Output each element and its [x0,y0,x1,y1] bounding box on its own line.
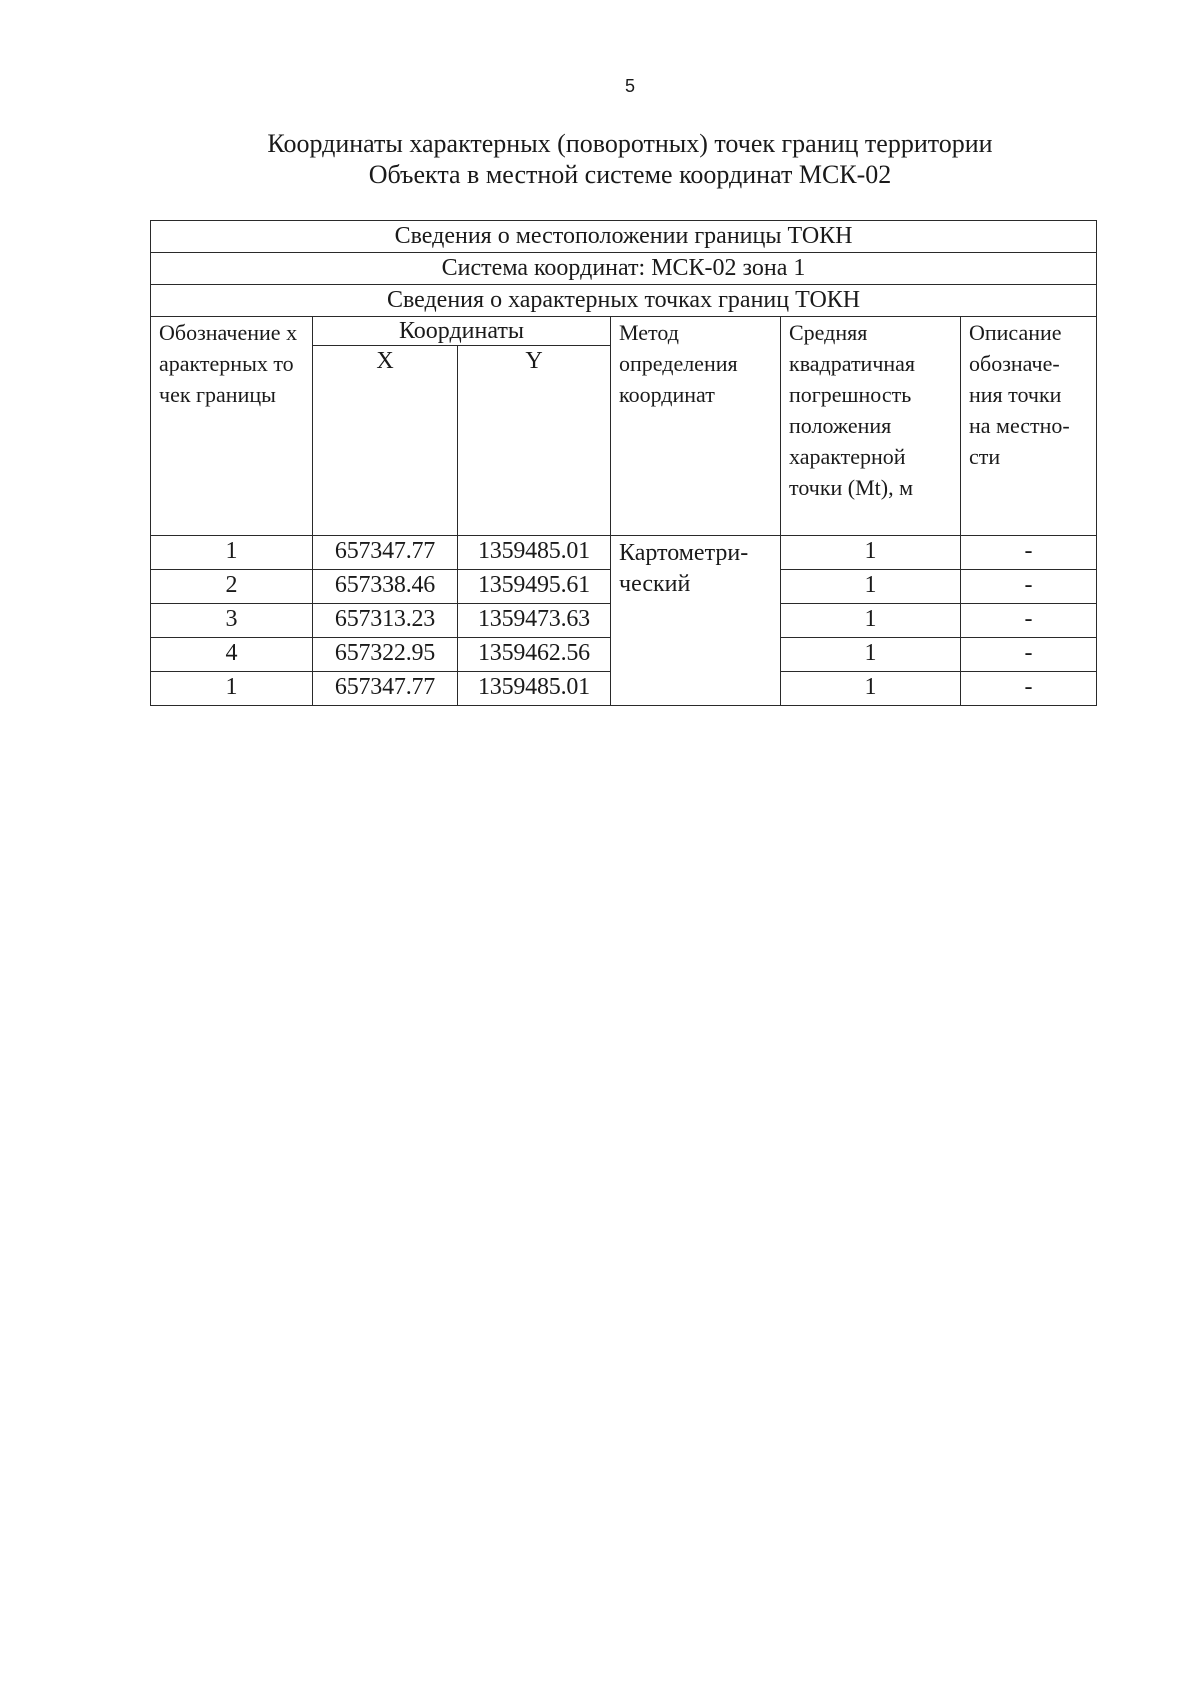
mt-value: 1 [781,672,961,706]
coord-y: 1359495.61 [458,570,611,604]
description-value: - [961,570,1097,604]
page-number: 5 [624,76,635,96]
description-value: - [961,536,1097,570]
point-id: 1 [151,672,313,706]
coord-y: 1359485.01 [458,672,611,706]
title-line-2: Объекта в местной системе координат МСК-02 [368,160,892,189]
coord-y: 1359485.01 [458,536,611,570]
coord-x: 657347.77 [313,672,458,706]
coordinates-table [150,220,1097,706]
method-value: Картометри-ческий [611,536,781,706]
table-banner-coord-system: Система координат: МСК-02 зона 1 [151,253,1097,285]
mt-value: 1 [781,570,961,604]
mt-value: 1 [781,638,961,672]
header-description: Описание обозначе-ния точки на местно-сти [961,317,1097,536]
point-id: 1 [151,536,313,570]
document-title [200,128,1060,190]
coord-y: 1359462.56 [458,638,611,672]
title-line-1: Координаты характерных (поворотных) точек границ территории [267,129,993,158]
header-designation: Обозначение характерных точек границы [151,317,313,536]
coord-x: 657338.46 [313,570,458,604]
point-id: 3 [151,604,313,638]
table-banner-location: Сведения о местоположении границы ТОКН [151,221,1097,253]
coord-x: 657313.23 [313,604,458,638]
description-value: - [961,638,1097,672]
coord-y: 1359473.63 [458,604,611,638]
table-banner-points: Сведения о характерных точках границ ТОКН [151,285,1097,317]
coord-x: 657347.77 [313,536,458,570]
point-id: 4 [151,638,313,672]
header-x: X [313,346,458,536]
header-error: Средняя квадратичная погрешность положения характерной точки (Mt), м [781,317,961,536]
header-coordinates: Координаты [313,317,611,346]
mt-value: 1 [781,604,961,638]
description-value: - [961,672,1097,706]
point-id: 2 [151,570,313,604]
table-row [151,536,1097,570]
header-method: Метод определения координат [611,317,781,536]
description-value: - [961,604,1097,638]
header-y: Y [458,346,611,536]
coord-x: 657322.95 [313,638,458,672]
mt-value: 1 [781,536,961,570]
